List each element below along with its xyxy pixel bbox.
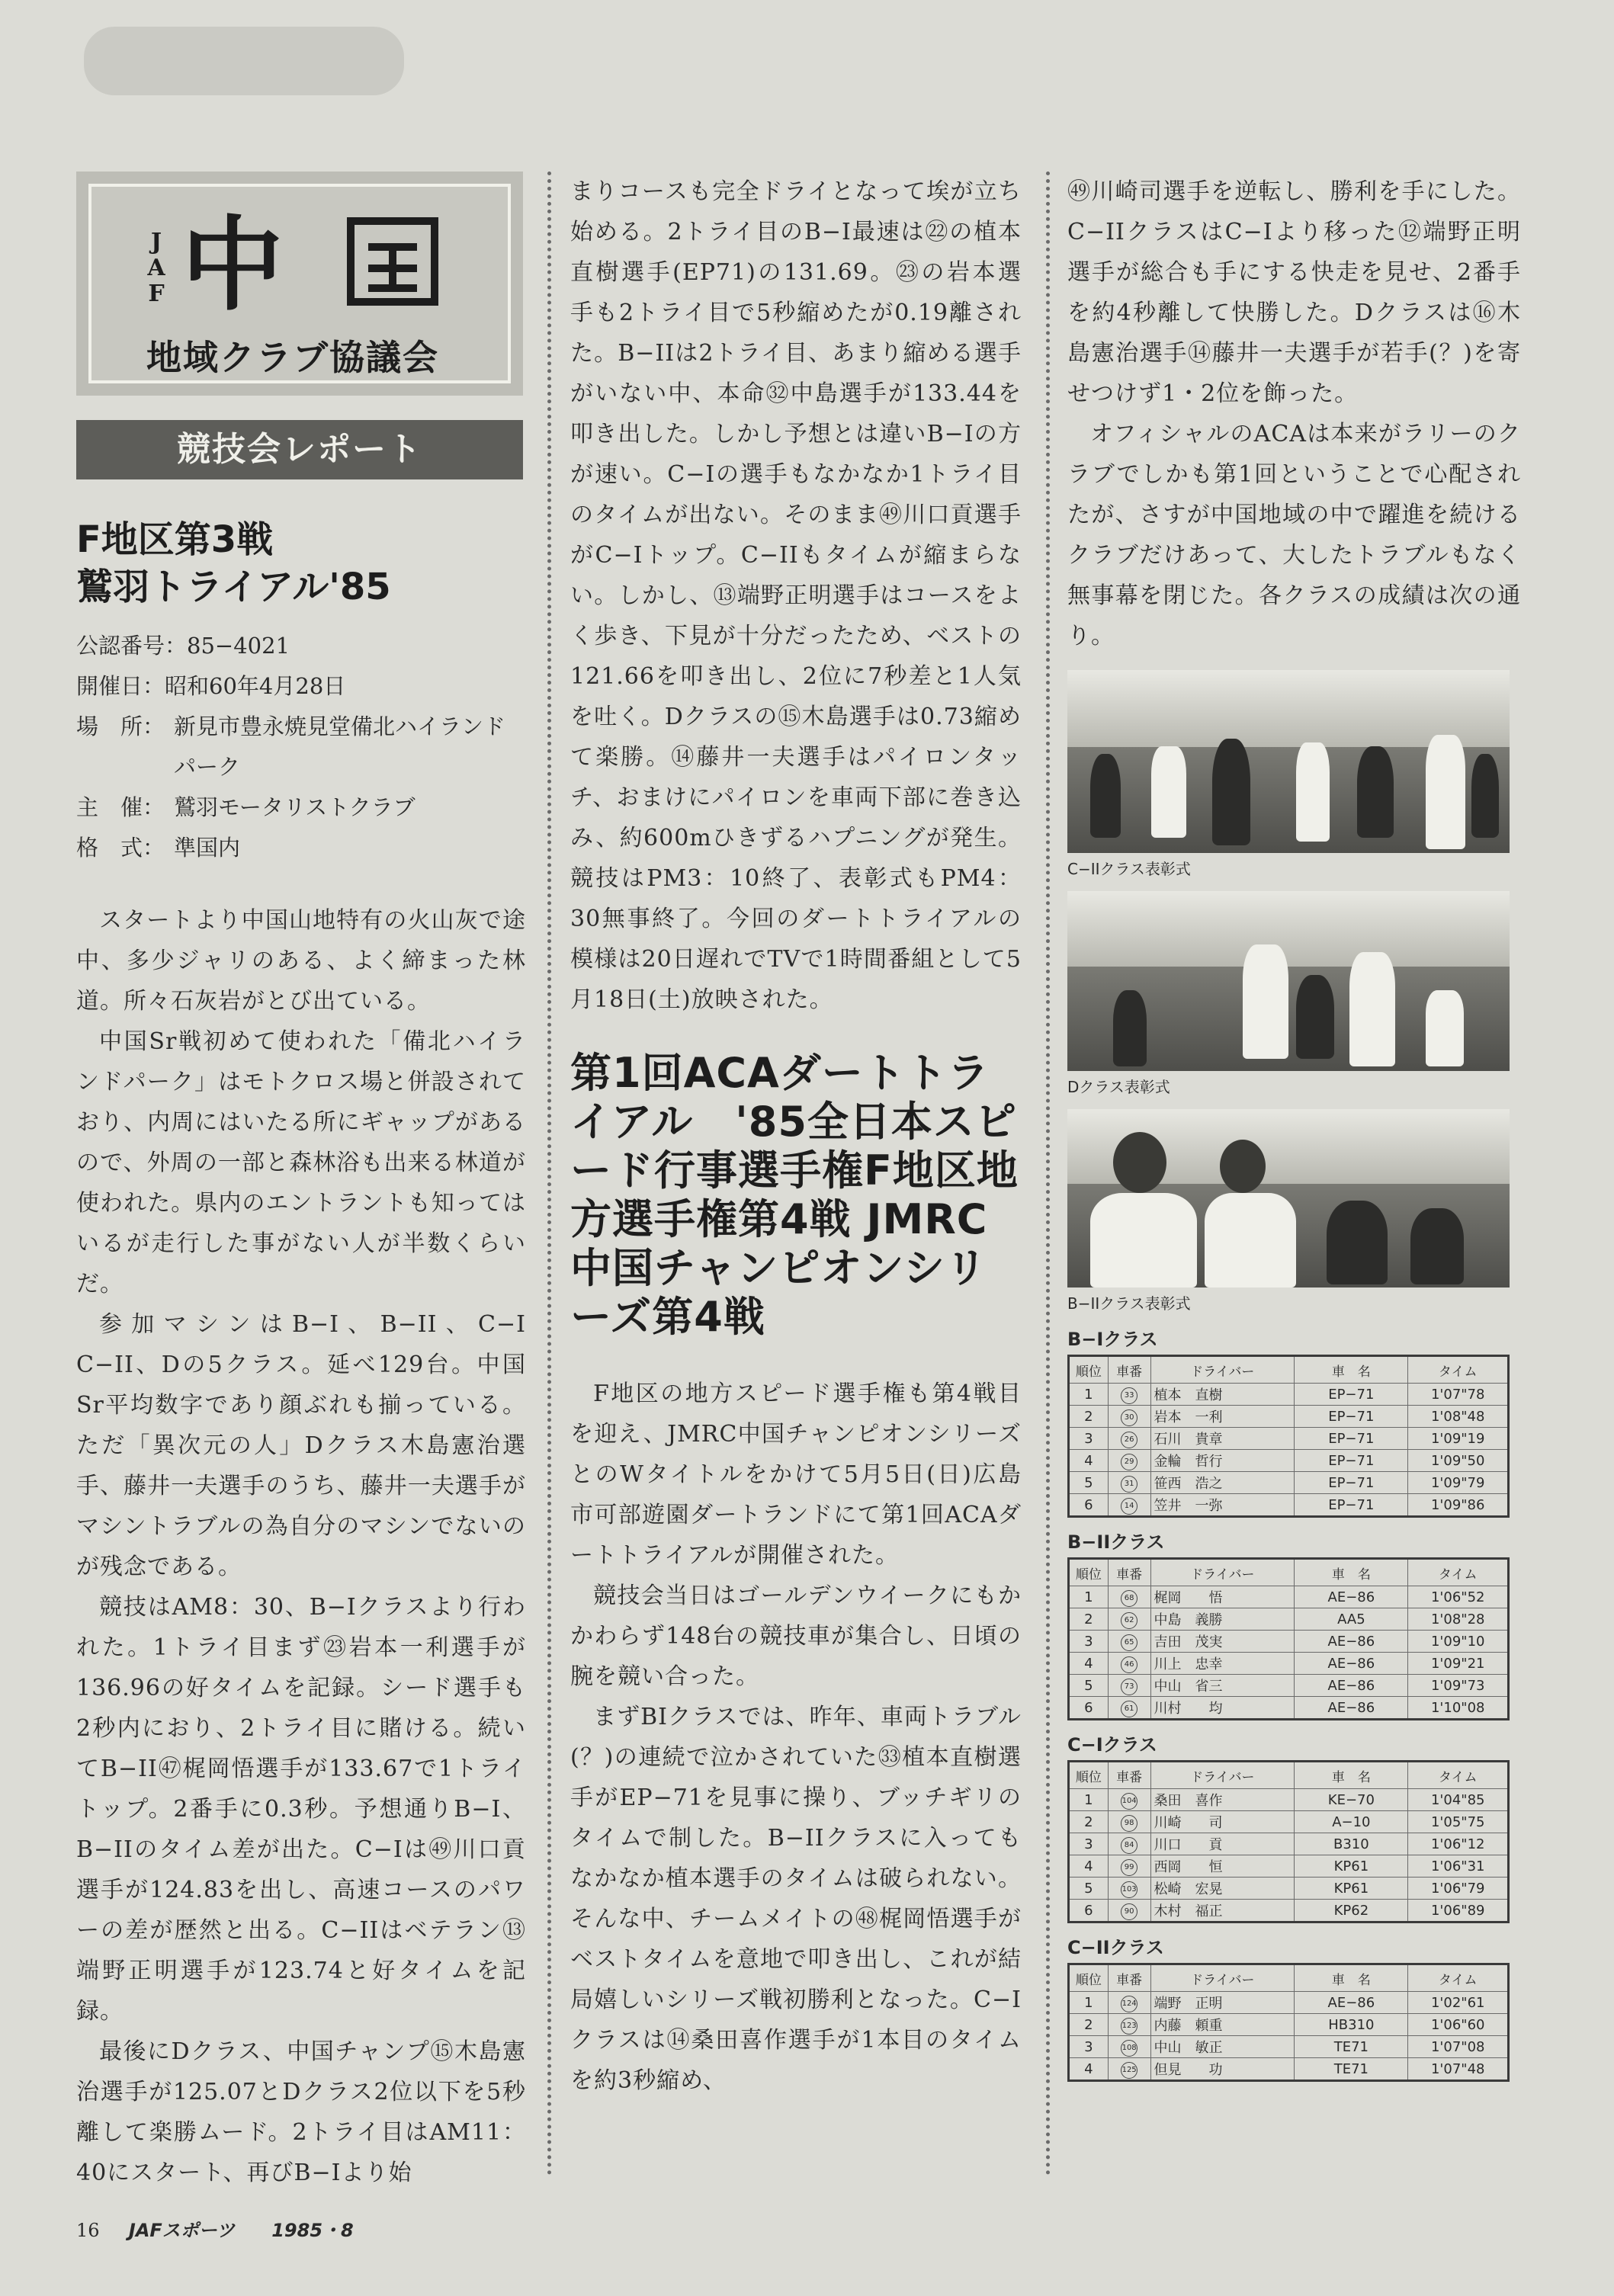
car-number-circle: 108 xyxy=(1121,2040,1138,2057)
table-row xyxy=(1069,1586,1509,1608)
table-cell xyxy=(1108,2014,1150,2036)
table-cell xyxy=(1108,1992,1150,2014)
table-cell: AE−86 xyxy=(1295,1992,1408,2014)
table-cell: 1'09"50 xyxy=(1408,1450,1509,1472)
table-cell: 梶岡 悟 xyxy=(1150,1586,1295,1608)
column-3 xyxy=(1067,172,1521,2082)
table-cell: 1'04"85 xyxy=(1408,1789,1509,1811)
table-cell: KE−70 xyxy=(1295,1789,1408,1811)
table-cell xyxy=(1108,1653,1150,1675)
table-cell xyxy=(1108,1608,1150,1631)
table-cell: 1'09"21 xyxy=(1408,1653,1509,1675)
results-table xyxy=(1067,1760,1510,1923)
table-cell: 1'07"08 xyxy=(1408,2036,1509,2058)
car-number-circle: 103 xyxy=(1121,1881,1138,1898)
table-header-cell: 順位 xyxy=(1069,1762,1109,1789)
table-header-cell: タイム xyxy=(1408,1356,1509,1384)
table-cell: 5 xyxy=(1069,1675,1109,1697)
table-cell: 1'06"12 xyxy=(1408,1833,1509,1855)
table-row xyxy=(1069,1992,1509,2014)
table-cell: 1'08"28 xyxy=(1408,1608,1509,1631)
table-cell: 4 xyxy=(1069,1653,1109,1675)
table-header-cell: 車番 xyxy=(1108,1964,1150,1992)
logo-jaf-text: JAF xyxy=(147,229,165,307)
results-tables xyxy=(1067,1327,1521,2082)
info-row: 主 催： 鷲羽モータリストクラブ xyxy=(76,794,416,820)
photo-caption: Dクラス表彰式 xyxy=(1067,1078,1170,1096)
table-cell: 1'02"61 xyxy=(1408,1992,1509,2014)
table-row xyxy=(1069,1631,1509,1653)
table-cell: 3 xyxy=(1069,1631,1109,1653)
table-cell xyxy=(1108,1675,1150,1697)
car-number-circle: 61 xyxy=(1121,1701,1138,1717)
table-cell: EP−71 xyxy=(1295,1428,1408,1450)
table-header-cell: ドライバー xyxy=(1150,1762,1295,1789)
table-cell: KP61 xyxy=(1295,1855,1408,1878)
photo-caption: B−IIクラス表彰式 xyxy=(1067,1294,1191,1313)
table-cell: 桑田 喜作 xyxy=(1150,1789,1295,1811)
table-header-cell: タイム xyxy=(1408,1762,1509,1789)
table-cell: AE−86 xyxy=(1295,1631,1408,1653)
table-cell: 1 xyxy=(1069,1586,1109,1608)
event-info xyxy=(76,626,526,868)
table-cell: 笠井 一弥 xyxy=(1150,1494,1295,1517)
table-cell xyxy=(1108,1494,1150,1517)
table-cell: A−10 xyxy=(1295,1811,1408,1833)
table-row xyxy=(1069,1450,1509,1472)
table-cell: 4 xyxy=(1069,1855,1109,1878)
table-cell: TE71 xyxy=(1295,2036,1408,2058)
car-number-circle: 33 xyxy=(1121,1387,1138,1404)
table-cell: AE−86 xyxy=(1295,1653,1408,1675)
page-number: 16 xyxy=(76,2220,100,2241)
class-title: B−IIクラス xyxy=(1067,1531,1165,1553)
table-cell: 1 xyxy=(1069,1789,1109,1811)
table-cell: HB310 xyxy=(1295,2014,1408,2036)
car-number-circle: 26 xyxy=(1121,1432,1138,1448)
paragraph: 競技会当日はゴールデンウイークにもかかわらず148台の競技車が集合し、日頃の腕を競い合った。 xyxy=(570,1583,1022,1690)
car-number-circle: 84 xyxy=(1121,1837,1138,1854)
table-cell: 但見 功 xyxy=(1150,2058,1295,2081)
car-number-circle: 65 xyxy=(1121,1634,1138,1651)
table-header-cell: 車番 xyxy=(1108,1559,1150,1586)
info-row: 場 所： 新見市豊永焼見堂備北ハイランドパーク xyxy=(76,713,506,780)
table-cell xyxy=(1108,1472,1150,1494)
table-row xyxy=(1069,2036,1509,2058)
table-cell: 4 xyxy=(1069,1450,1109,1472)
logo-char-chu: 中 xyxy=(181,206,284,325)
table-cell xyxy=(1108,1450,1150,1472)
car-number-circle: 62 xyxy=(1121,1612,1138,1629)
table-cell: AA5 xyxy=(1295,1608,1408,1631)
table-cell: 中島 義勝 xyxy=(1150,1608,1295,1631)
table-row xyxy=(1069,1428,1509,1450)
paragraph: 最後にDクラス、中国チャンプ⑮木島憲治選手が125.07とDクラス2位以下を5秒離して楽勝ムード。2トライ目はAM11：40にスタート、再びB−Iより始 xyxy=(76,2038,526,2186)
column-divider xyxy=(547,172,551,2176)
magazine-name: JAFスポーツ xyxy=(128,2220,235,2241)
table-header-cell: 順位 xyxy=(1069,1559,1109,1586)
table-header-row xyxy=(1069,1356,1509,1384)
car-number-circle: 125 xyxy=(1121,2062,1138,2079)
table-cell: 3 xyxy=(1069,2036,1109,2058)
table-cell xyxy=(1108,1878,1150,1900)
article1-body xyxy=(76,900,526,2193)
table-row xyxy=(1069,2058,1509,2081)
table-cell: 内藤 頼重 xyxy=(1150,2014,1295,2036)
paragraph: F地区の地方スピード選手権も第4戦目を迎え、JMRC中国チャンピオンシリーズとのWタイトルをかけて5月5日(日)広島市可部遊園ダートランドにて第1回ACAダートトライアルが開催された。 xyxy=(570,1380,1022,1569)
column-divider xyxy=(1046,172,1050,2176)
table-cell: 1'09"19 xyxy=(1408,1428,1509,1450)
table-cell xyxy=(1108,1811,1150,1833)
table-cell: 金輪 哲行 xyxy=(1150,1450,1295,1472)
table-cell xyxy=(1108,2036,1150,2058)
table-cell: 2 xyxy=(1069,2014,1109,2036)
table-cell xyxy=(1108,1900,1150,1922)
table-cell: 吉田 茂実 xyxy=(1150,1631,1295,1653)
table-cell: 川崎 司 xyxy=(1150,1811,1295,1833)
table-row xyxy=(1069,1608,1509,1631)
table-header-cell: 順位 xyxy=(1069,1964,1109,1992)
table-cell: 3 xyxy=(1069,1428,1109,1450)
table-cell: 川上 忠幸 xyxy=(1150,1653,1295,1675)
table-row xyxy=(1069,1472,1509,1494)
table-cell: 1'08"48 xyxy=(1408,1406,1509,1428)
table-cell: 1'09"73 xyxy=(1408,1675,1509,1697)
car-number-circle: 104 xyxy=(1121,1793,1138,1810)
issue-date: 1985・8 xyxy=(271,2220,354,2241)
table-cell: 1'10"08 xyxy=(1408,1697,1509,1720)
table-cell: EP−71 xyxy=(1295,1406,1408,1428)
table-header-cell: 車番 xyxy=(1108,1762,1150,1789)
table-cell: 1'06"31 xyxy=(1408,1855,1509,1878)
column-1 xyxy=(76,172,526,2193)
table-cell: AE−86 xyxy=(1295,1675,1408,1697)
table-cell: 1'06"89 xyxy=(1408,1900,1509,1922)
info-row: 開催日：昭和60年4月28日 xyxy=(76,673,346,699)
table-cell: 2 xyxy=(1069,1811,1109,1833)
table-cell: 1'06"79 xyxy=(1408,1878,1509,1900)
column-2 xyxy=(570,172,1022,2101)
table-cell xyxy=(1108,1789,1150,1811)
section-banner: 競技会レポート xyxy=(76,420,523,479)
table-cell xyxy=(1108,1406,1150,1428)
photo-d-ceremony xyxy=(1067,891,1510,1071)
table-cell: EP−71 xyxy=(1295,1450,1408,1472)
logo-jaf-vertical xyxy=(145,229,168,307)
table-cell: 川口 貢 xyxy=(1150,1833,1295,1855)
table-cell: EP−71 xyxy=(1295,1384,1408,1406)
table-cell: AE−86 xyxy=(1295,1697,1408,1720)
paragraph: まりコースも完全ドライとなって埃が立ち始める。2トライ目のB−I最速は㉒の植本直樹選手(EP71)の131.69。㉓の岩本選手も2トライ目で5秒縮めたが0.19離された。B−IIは2トライ目、あまり縮める選手がいない中、本命㉜中島選手が133.44を叩き出した。しかし予想とは違いB−Iの方が速い。C−Iの選手もなかなか1トライ目のタイムが出ない。そのまま㊾川口貢選手がC−Iトップ。C−IIもタイムが縮まらない。しかし、⑬端野正明選手はコースをよく歩き、下見が十分だったため、ベストの121.66を叩き出し、2位に7秒差と1人気を吐く。Dクラスの⑮木島選手は0.73縮めて楽勝。⑭藤井一夫選手はパイロンタッチ、おまけにパイロンを車両下部に巻き込み、約600mひきずるハプニングが発生。競技はPM3：10終了、表彰式もPM4：30無事終了。今回のダートトライアルの模様は20日遅れでTVで1時間番組として5月18日(土)放映された。 xyxy=(570,178,1022,1013)
table-row xyxy=(1069,1878,1509,1900)
table-cell xyxy=(1108,1631,1150,1653)
table-cell: 岩本 一利 xyxy=(1150,1406,1295,1428)
table-cell: 植本 直樹 xyxy=(1150,1384,1295,1406)
table-cell: 1'09"79 xyxy=(1408,1472,1509,1494)
class-title: C−Iクラス xyxy=(1067,1734,1157,1756)
table-cell: B310 xyxy=(1295,1833,1408,1855)
jaf-chugoku-logo xyxy=(76,172,523,396)
table-row xyxy=(1069,1900,1509,1922)
table-cell: 1'05"75 xyxy=(1408,1811,1509,1833)
table-cell: 4 xyxy=(1069,2058,1109,2081)
table-cell xyxy=(1108,1428,1150,1450)
table-cell: 1'06"60 xyxy=(1408,2014,1509,2036)
paragraph: スタートより中国山地特有の火山灰で途中、多少ジャリのある、よく締まった林道。所々石灰岩がとび出ている。 xyxy=(76,907,526,1015)
results-table xyxy=(1067,1355,1510,1518)
logo-frame xyxy=(88,184,511,383)
table-cell: 木村 福正 xyxy=(1150,1900,1295,1922)
table-cell xyxy=(1108,1586,1150,1608)
table-cell: 西岡 恒 xyxy=(1150,1855,1295,1878)
table-cell: AE−86 xyxy=(1295,1586,1408,1608)
table-cell: KP62 xyxy=(1295,1900,1408,1922)
table-cell: 端野 正明 xyxy=(1150,1992,1295,2014)
table-header-row xyxy=(1069,1762,1509,1789)
table-row xyxy=(1069,1406,1509,1428)
info-row: 公認番号：85−4021 xyxy=(76,633,290,659)
car-number-circle: 73 xyxy=(1121,1679,1138,1695)
table-cell: 松崎 宏晃 xyxy=(1150,1878,1295,1900)
table-cell xyxy=(1108,1833,1150,1855)
table-header-cell: ドライバー xyxy=(1150,1356,1295,1384)
table-cell: KP61 xyxy=(1295,1878,1408,1900)
table-cell: 中山 省三 xyxy=(1150,1675,1295,1697)
table-row xyxy=(1069,2014,1509,2036)
table-header-cell: 車 名 xyxy=(1295,1964,1408,1992)
table-cell xyxy=(1108,1697,1150,1720)
table-cell: EP−71 xyxy=(1295,1472,1408,1494)
table-header-cell: 順位 xyxy=(1069,1356,1109,1384)
car-number-circle: 68 xyxy=(1121,1590,1138,1607)
table-header-cell: 車 名 xyxy=(1295,1559,1408,1586)
table-header-cell: タイム xyxy=(1408,1964,1509,1992)
table-cell: EP−71 xyxy=(1295,1494,1408,1517)
table-row xyxy=(1069,1653,1509,1675)
class-title: C−IIクラス xyxy=(1067,1937,1164,1958)
car-number-circle: 90 xyxy=(1121,1903,1138,1920)
page-footer xyxy=(76,2215,354,2242)
table-cell: 1 xyxy=(1069,1992,1109,2014)
table-row xyxy=(1069,1811,1509,1833)
table-cell: 5 xyxy=(1069,1472,1109,1494)
paragraph: 中国Sr戦初めて使われた「備北ハイランドパーク」はモトクロス場と併設されており、内周にはいたる所にギャップがあるので、外周の一部と森林浴も出来る林道が使われた。県内のエントラントも知ってはいるが走行した事がない人が半数くらいだ。 xyxy=(76,1028,526,1297)
table-cell: 6 xyxy=(1069,1494,1109,1517)
photo-b2-ceremony xyxy=(1067,1109,1510,1287)
table-row xyxy=(1069,1697,1509,1720)
table-row xyxy=(1069,1833,1509,1855)
table-cell xyxy=(1108,2058,1150,2081)
table-cell: 川村 均 xyxy=(1150,1697,1295,1720)
table-cell xyxy=(1108,1855,1150,1878)
car-number-circle: 46 xyxy=(1121,1656,1138,1673)
table-cell: TE71 xyxy=(1295,2058,1408,2081)
table-cell: 2 xyxy=(1069,1406,1109,1428)
car-number-circle: 14 xyxy=(1121,1498,1138,1515)
table-header-cell: 車 名 xyxy=(1295,1762,1408,1789)
table-cell xyxy=(1108,1384,1150,1406)
info-row: 格 式： 準国内 xyxy=(76,835,241,861)
article2-title: 第1回ACAダートトライアル '85全日本スピード行事選手権F地区地方選手権第4戦 JMRC中国チャンピオンシリーズ第4戦 xyxy=(570,1049,1019,1341)
paragraph: オフィシャルのACAは本来がラリーのクラブでしかも第1回ということで心配されたが、さすが中国地域の中で躍進を続けるクラブだけあって、大したトラブルもなく無事幕を閉じた。各クラスの成績は次の通り。 xyxy=(1067,421,1521,649)
photo-caption: C−IIクラス表彰式 xyxy=(1067,860,1191,878)
table-cell: 1'06"52 xyxy=(1408,1586,1509,1608)
car-number-circle: 124 xyxy=(1121,1996,1138,2012)
article1-title xyxy=(76,516,526,611)
table-cell: 笹西 浩之 xyxy=(1150,1472,1295,1494)
table-row xyxy=(1069,1789,1509,1811)
table-cell: 1'09"86 xyxy=(1408,1494,1509,1517)
article2-body-continued xyxy=(1067,172,1521,656)
table-header-cell: ドライバー xyxy=(1150,1559,1295,1586)
paragraph: 競技はAM8：30、B−Iクラスより行われた。1トライ目まず㉓岩本一利選手が136.96の好タイムを記録。シード選手も2秒内におり、2トライ目に賭ける。続いてB−II㊼梶岡悟選手が133.67で1トライトップ。2番手に0.3秒。予想通りB−I、B−IIのタイム差が出た。C−Iは㊾川口貢選手が124.83を出し、高速コースのパワーの差が歴然と出る。C−IIはベテラン⑬端野正明選手が123.74と好タイムを記録。 xyxy=(76,1594,526,2025)
table-cell: 中山 敏正 xyxy=(1150,2036,1295,2058)
logo-char-koku-icon xyxy=(347,217,438,306)
table-row xyxy=(1069,1855,1509,1878)
car-number-circle: 98 xyxy=(1121,1815,1138,1832)
results-table xyxy=(1067,1963,1510,2082)
paragraph: 参加マシンはB−I、B−II、C−I C−II、Dの5クラス。延べ129台。中国Sr平均数字であり顔ぶれも揃っている。ただ「異次元の人」Dクラス木島憲治選手、藤井一夫選手のうち、藤井一夫選手がマシントラブルの為自分のマシンでないのが残念である。 xyxy=(76,1311,526,1580)
table-header-cell: タイム xyxy=(1408,1559,1509,1586)
table-row xyxy=(1069,1384,1509,1406)
car-number-circle: 123 xyxy=(1121,2018,1138,2035)
car-number-circle: 99 xyxy=(1121,1859,1138,1876)
class-title: B−Iクラス xyxy=(1067,1329,1158,1350)
car-number-circle: 31 xyxy=(1121,1476,1138,1493)
table-cell: 2 xyxy=(1069,1608,1109,1631)
paragraph: ㊾川崎司選手を逆転し、勝利を手にした。C−IIクラスはC−Iより移った⑫端野正明選手が総合も手にする快走を見せ、2番手を約4秒離して快勝した。Dクラスは⑯木島憲治選手⑭藤井一夫選手が若手(？)を寄せつけず1・2位を飾った。 xyxy=(1067,178,1521,407)
paragraph: まずBIクラスでは、昨年、車両トラブル(？)の連続で泣かされていた㉝植本直樹選手がEP−71を見事に操り、ブッチギリのタイムで制した。B−IIクラスに入ってもなかなか植本選手のタイムは破られない。そんな中、チームメイトの㊽梶岡悟選手がベストタイムを意地で叩き出し、これが結局嬉しいシリーズ戦初勝利となった。C−Iクラスは⑭桑田喜作選手が1本目のタイムを約3秒縮め、 xyxy=(570,1704,1022,2094)
table-header-cell: 車 名 xyxy=(1295,1356,1408,1384)
table-row xyxy=(1069,1494,1509,1517)
table-cell: 3 xyxy=(1069,1833,1109,1855)
article1-body-continued xyxy=(570,172,1022,1020)
results-table xyxy=(1067,1557,1510,1720)
table-row xyxy=(1069,1675,1509,1697)
article2-body xyxy=(570,1374,1022,2101)
car-number-circle: 30 xyxy=(1121,1409,1138,1426)
table-cell: 5 xyxy=(1069,1878,1109,1900)
table-cell: 1'07"78 xyxy=(1408,1384,1509,1406)
photo-c2-ceremony xyxy=(1067,670,1510,853)
table-cell: 1 xyxy=(1069,1384,1109,1406)
table-cell: 1'07"48 xyxy=(1408,2058,1509,2081)
logo-subtitle: 地域クラブ協議会 xyxy=(146,337,439,378)
table-header-row xyxy=(1069,1964,1509,1992)
faded-header-mark xyxy=(84,27,404,95)
article1-title-line1: F地区第3戦 xyxy=(76,518,274,561)
table-cell: 1'09"10 xyxy=(1408,1631,1509,1653)
car-number-circle: 29 xyxy=(1121,1454,1138,1470)
table-cell: 石川 貴章 xyxy=(1150,1428,1295,1450)
table-cell: 6 xyxy=(1069,1697,1109,1720)
table-header-cell: ドライバー xyxy=(1150,1964,1295,1992)
table-cell: 6 xyxy=(1069,1900,1109,1922)
table-header-row xyxy=(1069,1559,1509,1586)
table-header-cell: 車番 xyxy=(1108,1356,1150,1384)
article1-title-line2: 鷲羽トライアル'85 xyxy=(76,566,391,608)
